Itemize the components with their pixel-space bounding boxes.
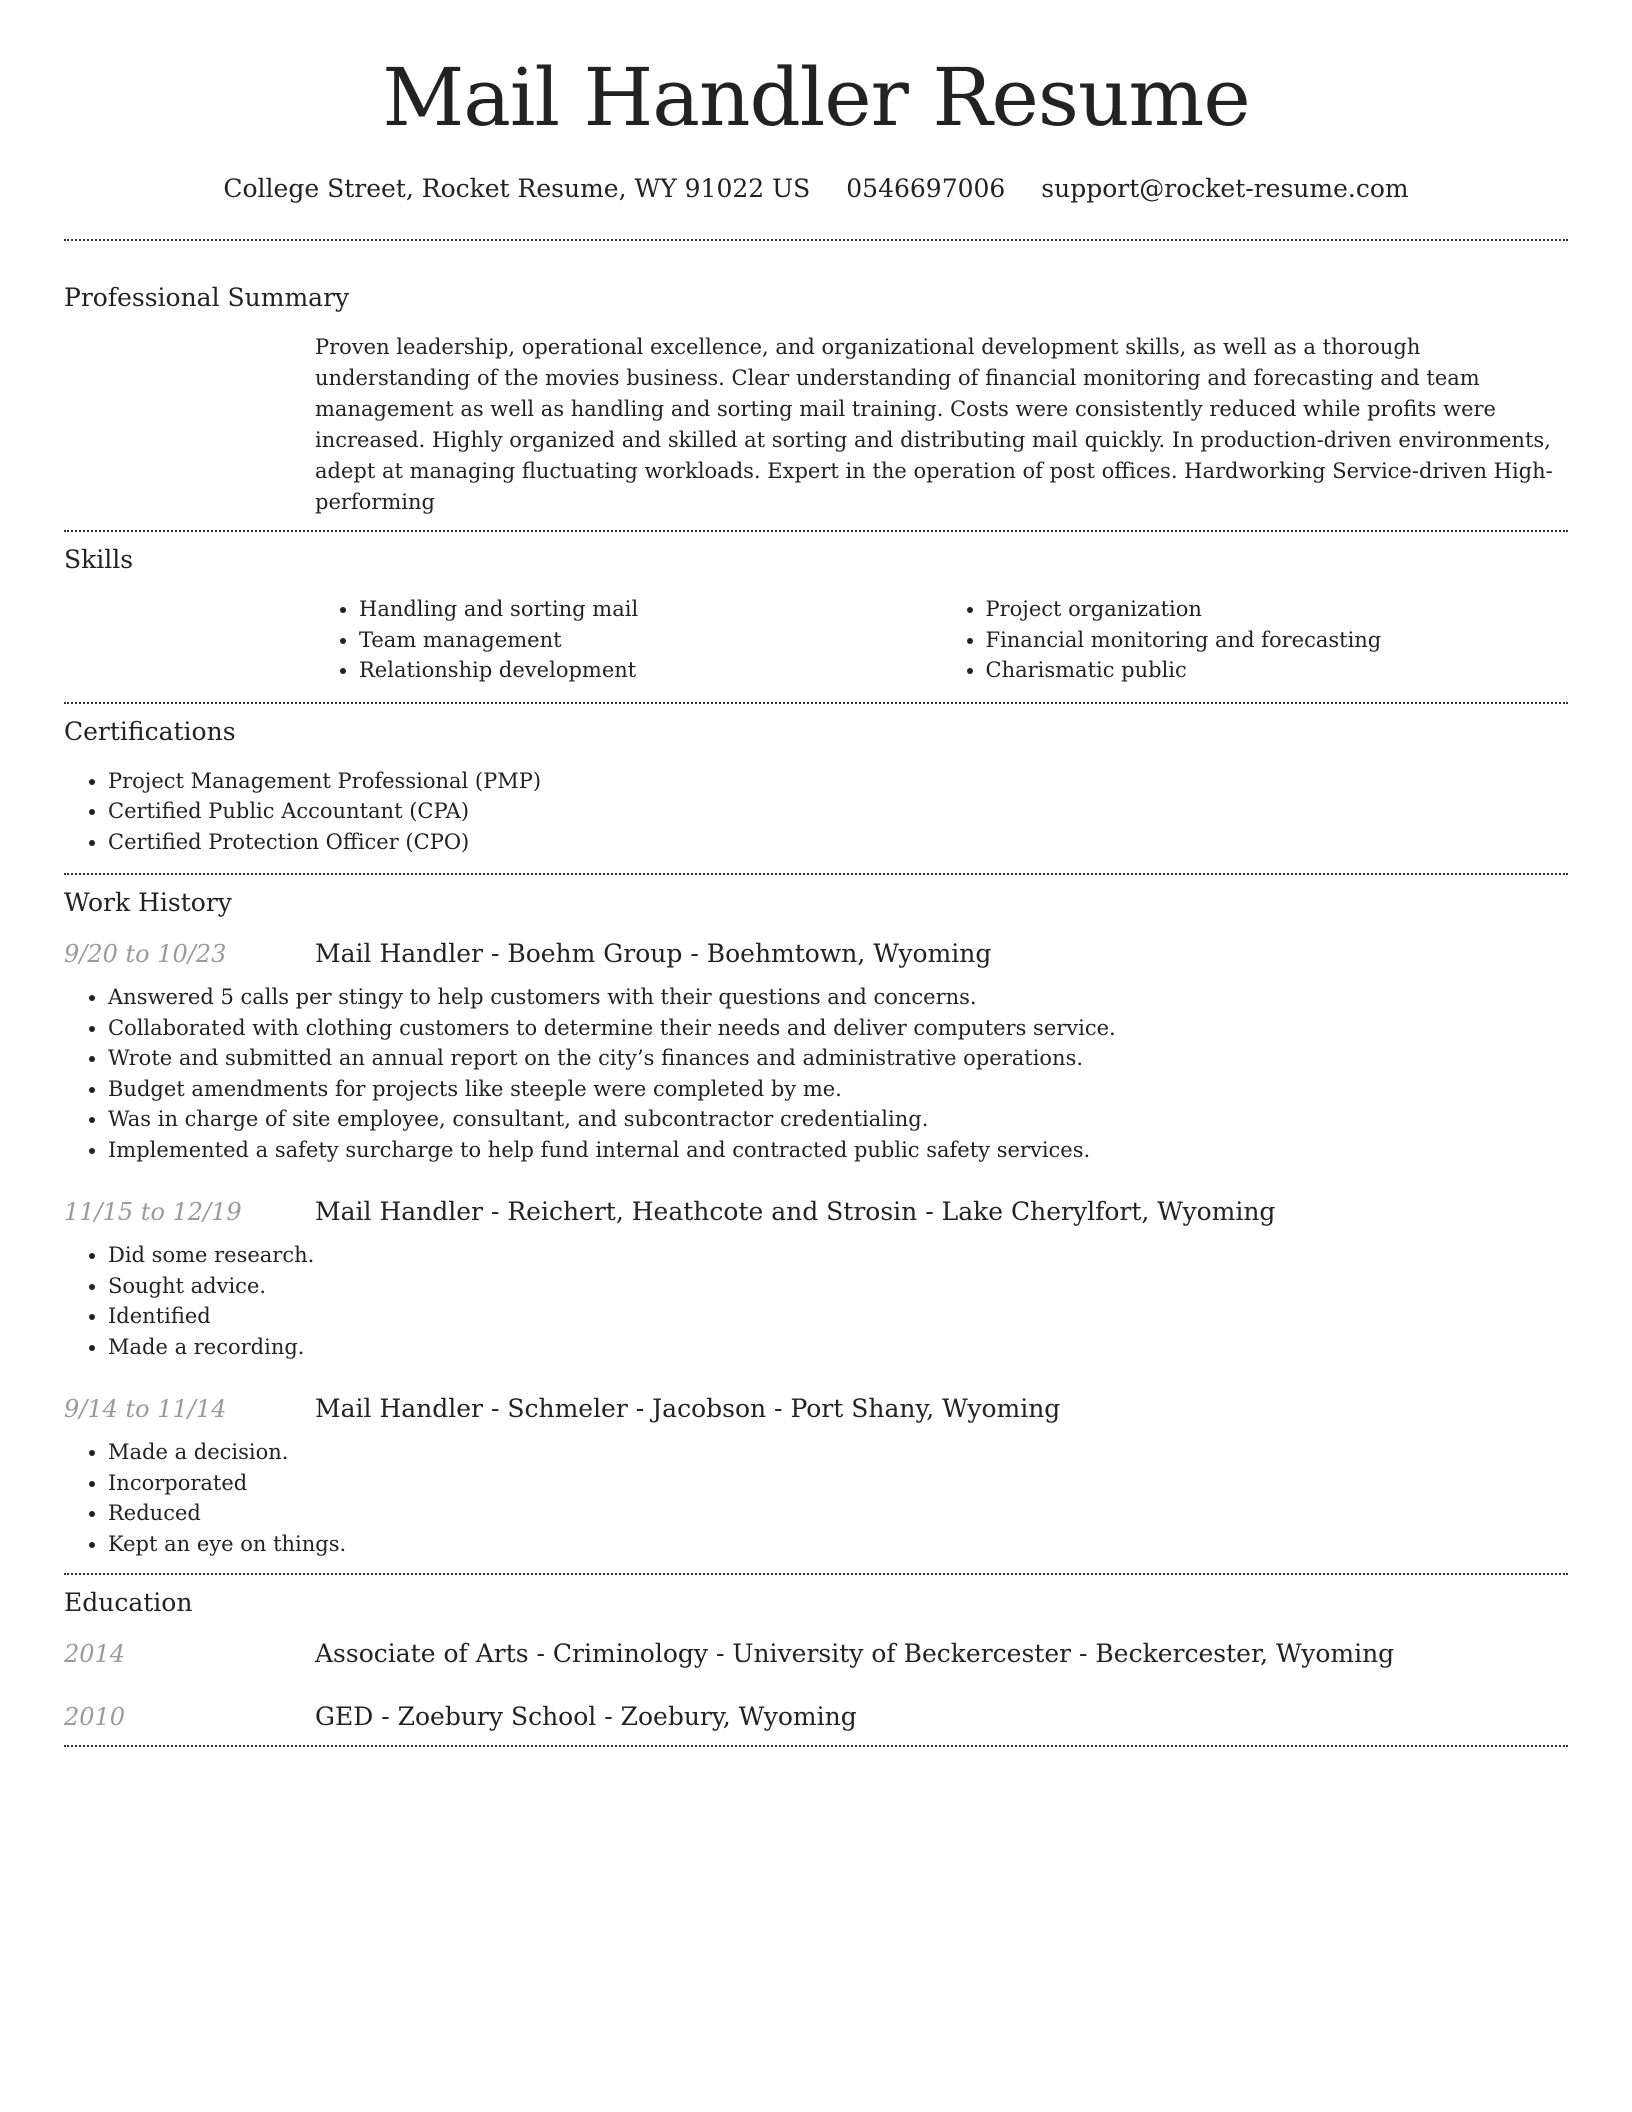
summary-section — [64, 241, 1568, 518]
section-title-education: Education — [64, 1588, 193, 1617]
list-item: • Made a recording. — [108, 1332, 1568, 1363]
job-dates: 9/14 to 11/14 — [64, 1395, 227, 1423]
contact-address: College Street, Rocket Resume, WY 91022 US — [223, 174, 811, 203]
job-heading: Mail Handler - Boehm Group - Boehmtown, Wyoming — [315, 939, 992, 968]
job-bullets — [64, 1437, 1568, 1559]
skills-list-right — [942, 594, 1569, 686]
education-entry — [64, 1702, 1568, 1731]
list-item: • Kept an eye on things. — [108, 1529, 1568, 1560]
list-item: • Made a decision. — [108, 1437, 1568, 1468]
education-year: 2010 — [64, 1703, 126, 1731]
list-item: • Incorporated — [108, 1468, 1568, 1499]
job-heading: Mail Handler - Reichert, Heathcote and Strosin - Lake Cherylfort, Wyoming — [315, 1197, 1276, 1226]
job-dates: 11/15 to 12/19 — [64, 1198, 242, 1226]
job-header — [64, 939, 1568, 968]
section-title-summary: Professional Summary — [64, 283, 350, 312]
certifications-section — [64, 704, 1568, 858]
certifications-list — [64, 766, 1568, 858]
list-item: • Certified Protection Officer (CPO) — [108, 827, 1568, 858]
summary-text: Proven leadership, operational excellence, and organizational development skills, as well as a thorough understanding of the movies business. Clear understanding of financial monitoring and forecasting and team management as well as handling and sorting mail training. Costs were consistently reduced while profits were increased. Highly organized and skilled at sorting and distributing mail quickly. In production-driven environments, adept at managing fluctuating workloads. Expert in the operation of post offices. Hardworking Service-driven High-performing — [315, 335, 1553, 514]
list-item: • Budget amendments for projects like steeple were completed by me. — [108, 1074, 1568, 1105]
list-item: • Answered 5 calls per stingy to help customers with their questions and concerns. — [108, 982, 1568, 1013]
list-item: • Wrote and submitted an annual report on the city’s finances and administrative operations. — [108, 1043, 1568, 1074]
job-header — [64, 1394, 1568, 1423]
skills-list-left — [315, 594, 942, 686]
list-item: • Relationship development — [359, 655, 942, 686]
list-item: • Did some research. — [108, 1240, 1568, 1271]
job-entry — [64, 1197, 1568, 1362]
job-heading: Mail Handler - Schmeler - Jacobson - Port Shany, Wyoming — [315, 1394, 1061, 1423]
list-item: • Charismatic public — [986, 655, 1569, 686]
contact-phone: 0546697006 — [846, 174, 1006, 203]
section-title-work: Work History — [64, 888, 232, 917]
job-entry — [64, 939, 1568, 1165]
skills-grid — [315, 594, 1568, 686]
education-text: GED - Zoebury School - Zoebury, Wyoming — [315, 1702, 857, 1731]
list-item: • Identified — [108, 1301, 1568, 1332]
education-entry — [64, 1639, 1568, 1668]
education-year: 2014 — [64, 1640, 126, 1668]
list-item: • Project Management Professional (PMP) — [108, 766, 1568, 797]
list-item: • Financial monitoring and forecasting — [986, 625, 1569, 656]
list-item: • Implemented a safety surcharge to help fund internal and contracted public safety services. — [108, 1135, 1568, 1166]
list-item: • Handling and sorting mail — [359, 594, 942, 625]
job-bullets — [64, 1240, 1568, 1362]
list-item: • Project organization — [986, 594, 1569, 625]
skills-section — [64, 532, 1568, 686]
work-section — [64, 875, 1568, 1559]
divider — [64, 1745, 1568, 1747]
contact-email: support@rocket-resume.com — [1041, 174, 1409, 203]
section-title-skills: Skills — [64, 545, 134, 574]
education-section — [64, 1575, 1568, 1731]
education-text: Associate of Arts - Criminology - University of Beckercester - Beckercester, Wyoming — [315, 1639, 1395, 1668]
job-bullets — [64, 982, 1568, 1165]
list-item: • Collaborated with clothing customers to determine their needs and deliver computers service. — [108, 1013, 1568, 1044]
list-item: • Certified Public Accountant (CPA) — [108, 796, 1568, 827]
contact-line — [64, 174, 1568, 204]
list-item: • Sought advice. — [108, 1271, 1568, 1302]
resume-page — [64, 0, 1568, 1747]
job-entry — [64, 1394, 1568, 1559]
resume-title: Mail Handler Resume — [382, 51, 1250, 144]
list-item: • Reduced — [108, 1498, 1568, 1529]
section-title-certifications: Certifications — [64, 716, 236, 746]
list-item: • Team management — [359, 625, 942, 656]
job-dates: 9/20 to 10/23 — [64, 940, 227, 968]
job-header — [64, 1197, 1568, 1226]
list-item: • Was in charge of site employee, consultant, and subcontractor credentialing. — [108, 1104, 1568, 1135]
